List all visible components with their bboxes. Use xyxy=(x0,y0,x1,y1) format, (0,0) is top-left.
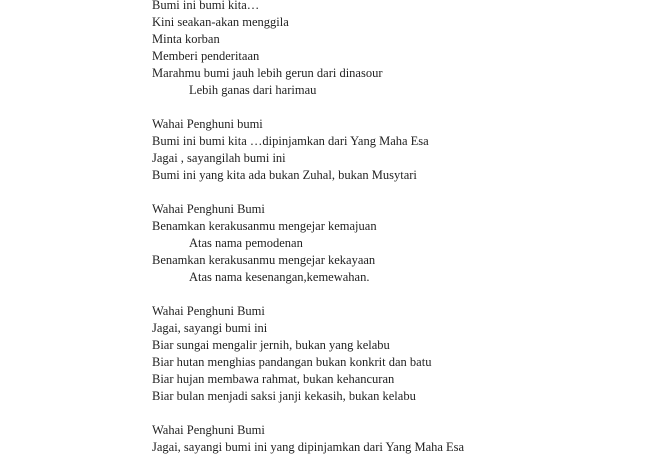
poem-line: Bumi ini bumi kita… xyxy=(152,0,260,12)
poem-line: Biar sungai mengalir jernih, bukan yang kelabu xyxy=(152,338,390,352)
stanza-1 xyxy=(152,0,632,99)
poem-line: Wahai Penghuni Bumi xyxy=(152,202,265,216)
poem-line: Benamkan kerakusanmu mengejar kemajuan xyxy=(152,219,377,233)
poem-line-indented: Atas nama pemodenan xyxy=(189,236,303,250)
poem-line: Benamkan kerakusanmu mengejar kekayaan xyxy=(152,253,376,267)
poem-line: Jagai, sayangi bumi ini xyxy=(152,321,268,335)
poem-line: Jagai , sayangilah bumi ini xyxy=(152,151,286,165)
stanza-3 xyxy=(152,201,632,286)
poem-line: Bumi ini yang kita ada bukan Zuhal, bukan Musytari xyxy=(152,168,417,182)
stanza-5 xyxy=(152,422,632,456)
stanza-break xyxy=(152,286,632,303)
poem-line: Wahai Penghuni Bumi xyxy=(152,304,265,318)
poem-line: Minta korban xyxy=(152,32,220,46)
poem-line: Bumi ini bumi kita …dipinjamkan dari Yang Maha Esa xyxy=(152,134,429,148)
stanza-break xyxy=(152,405,632,422)
stanza-break xyxy=(152,184,632,201)
stanza-break xyxy=(152,99,632,116)
poem-line: Jagai, sayangi bumi ini yang dipinjamkan dari Yang Maha Esa xyxy=(152,440,465,454)
stanza-2 xyxy=(152,116,632,184)
poem-line: Wahai Penghuni bumi xyxy=(152,117,263,131)
poem-line: Biar bulan menjadi saksi janji kekasih, bukan kelabu xyxy=(152,389,416,403)
poem-line-indented: Lebih ganas dari harimau xyxy=(189,83,317,97)
stanza-4 xyxy=(152,303,632,405)
poem-line: Biar hujan membawa rahmat, bukan kehancuran xyxy=(152,372,395,386)
poem-line: Biar hutan menghias pandangan bukan konkrit dan batu xyxy=(152,355,432,369)
document-page xyxy=(152,0,632,456)
poem-line: Kini seakan-akan menggila xyxy=(152,15,289,29)
poem-line-indented: Atas nama kesenangan,kemewahan. xyxy=(189,270,370,284)
poem-line: Memberi penderitaan xyxy=(152,49,260,63)
poem-line: Marahmu bumi jauh lebih gerun dari dinasour xyxy=(152,66,383,80)
poem-line: Wahai Penghuni Bumi xyxy=(152,423,265,437)
